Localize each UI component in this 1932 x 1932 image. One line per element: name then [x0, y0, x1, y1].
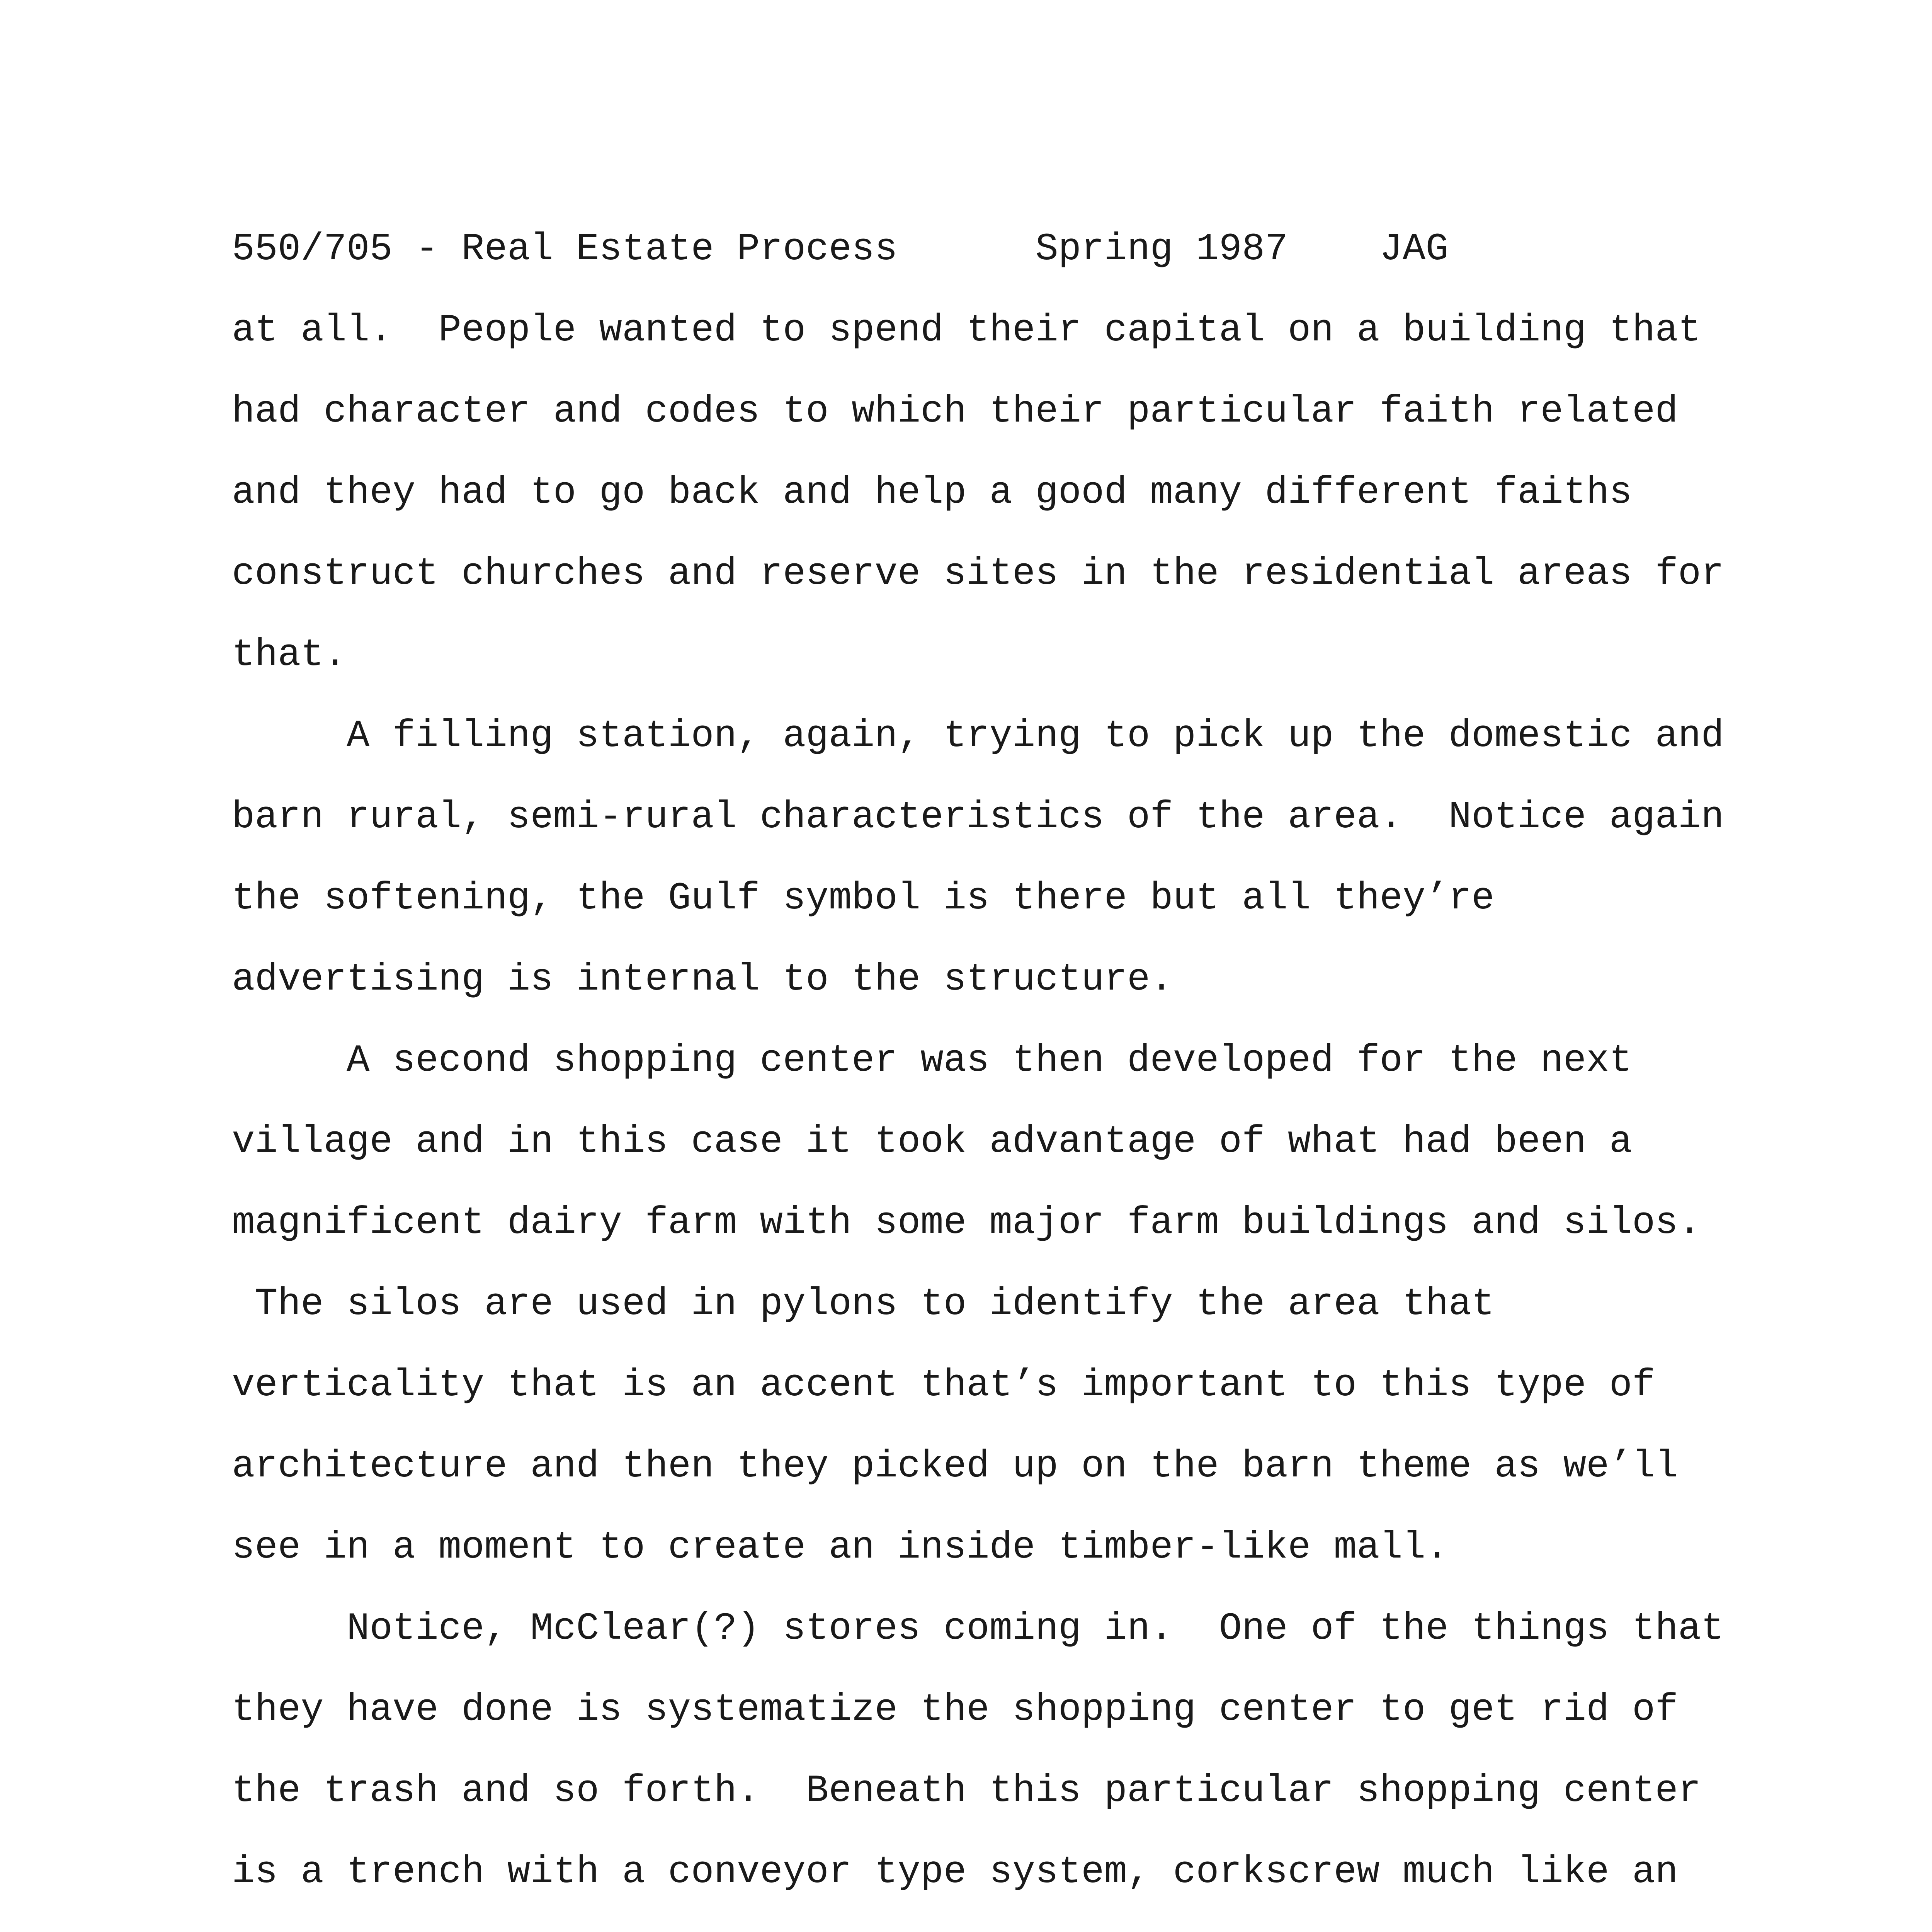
body-line: the softening, the Gulf symbol is there but all they’re: [232, 877, 1495, 920]
running-header: [232, 226, 1449, 272]
body-line: verticality that is an accent that’s important to this type of: [232, 1364, 1655, 1407]
body-line: A second shopping center was then developed for the next: [232, 1039, 1632, 1082]
body-line: A filling station, again, trying to pick up the domestic and: [232, 714, 1724, 758]
body-line: see in a moment to create an inside timber-like mall.: [232, 1526, 1449, 1569]
body-line: that.: [232, 633, 347, 677]
body-line: construct churches and reserve sites in the residential areas for: [232, 552, 1724, 595]
body-line: Notice, McClear(?) stores coming in. One of the things that: [232, 1607, 1724, 1650]
body-line: at all. People wanted to spend their capital on a building that: [232, 309, 1701, 352]
body-line: village and in this case it took advantage of what had been a: [232, 1120, 1632, 1163]
body-line: is a trench with a conveyor type system, corkscrew much like an: [232, 1850, 1678, 1894]
body-line: [232, 1930, 1609, 1932]
body-line: the trash and so forth. Beneath this particular shopping center: [232, 1769, 1701, 1813]
body-line: advertising is internal to the structure.: [232, 958, 1173, 1001]
body-line: The silos are used in pylons to identify the area that: [232, 1282, 1495, 1326]
body-line: had character and codes to which their particular faith related: [232, 390, 1678, 433]
header-course: 550/705 - Real Estate Process: [232, 228, 898, 271]
body-line: architecture and then they picked up on the barn theme as we’ll: [232, 1445, 1678, 1488]
header-term: Spring 1987: [1035, 228, 1288, 271]
body-line: and they had to go back and help a good many different faiths: [232, 471, 1632, 514]
header-initials: JAG: [1379, 228, 1449, 271]
body-line: magnificent dairy farm with some major farm buildings and silos.: [232, 1201, 1701, 1245]
body-line: barn rural, semi-rural characteristics of the area. Notice again: [232, 796, 1724, 839]
body-line: they have done is systematize the shopping center to get rid of: [232, 1688, 1678, 1731]
